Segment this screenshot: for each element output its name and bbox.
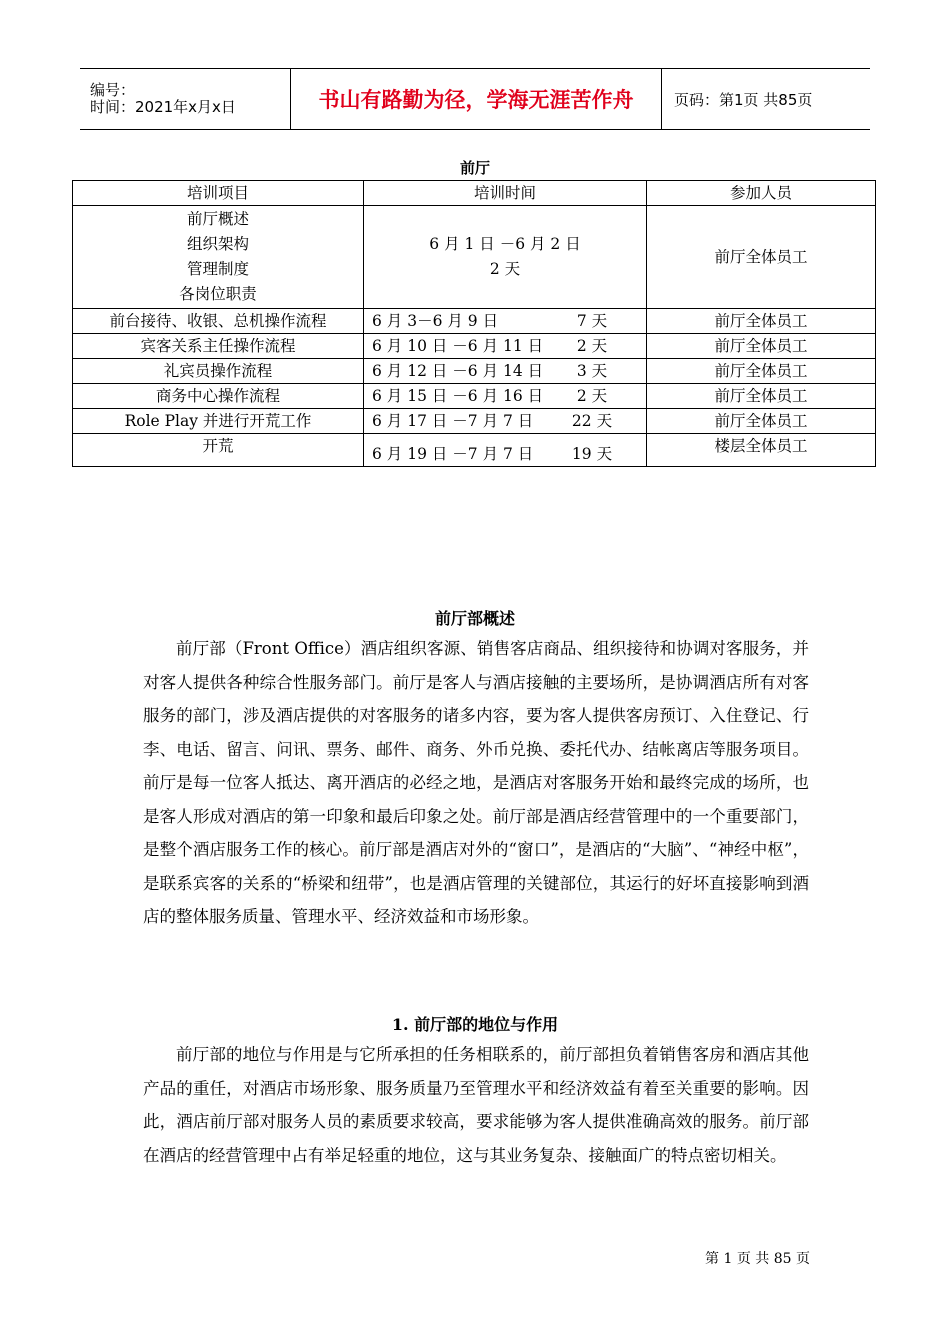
training-item-cell: 商务中心操作流程 — [73, 384, 364, 409]
header-meta — [80, 69, 291, 130]
training-date: 6 月 10 日 －6 月 11 日 — [372, 337, 544, 355]
participants-cell: 前厅全体员工 — [647, 334, 876, 359]
participants-cell: 前厅全体员工 — [647, 309, 876, 334]
table-row — [73, 409, 876, 434]
section1-paragraph: 前厅部的地位与作用是与它所承担的任务相联系的，前厅部担负着销售客房和酒店其他产品的重任，对酒店市场形象、服务质量乃至管理水平和经济效益有着至关重要的影响。因此，酒店前厅部对服务人员的素质要求较高，要求能够为客人提供准确高效的服务。前厅部在酒店的经营管理中占有举足轻重的地位，这与其业务复杂、接触面广的特点密切相关。 — [143, 1045, 809, 1165]
training-date: 6 月 12 日 －6 月 14 日 — [372, 362, 544, 380]
training-time-cell — [364, 334, 647, 359]
overview-title: 前厅部概述 — [434, 609, 515, 628]
training-item: 管理制度 — [186, 260, 249, 278]
participants-cell: 前厅全体员工 — [647, 206, 876, 309]
table-row — [73, 434, 876, 467]
training-item: 各岗位职责 — [179, 285, 257, 303]
training-time-cell — [364, 409, 647, 434]
training-days: 2 天 — [489, 260, 521, 278]
participants-cell: 前厅全体员工 — [647, 384, 876, 409]
training-days: 7 天 — [576, 312, 608, 330]
training-time-cell — [364, 206, 647, 309]
training-item-cell: 前台接待、收银、总机操作流程 — [73, 309, 364, 334]
training-schedule-table — [72, 180, 876, 467]
page-header — [80, 68, 870, 130]
training-date: 6 月 15 日 －6 月 16 日 — [372, 387, 544, 405]
training-item: 组织架构 — [186, 235, 249, 253]
header-code: 编号： — [90, 81, 136, 99]
training-time-cell — [364, 309, 647, 334]
training-date: 6 月 3－6 月 9 日 — [372, 312, 499, 330]
training-date: 6 月 17 日 －7 月 7 日 — [372, 412, 534, 430]
page-footer: 第 1 页 共 85 页 — [705, 1251, 810, 1267]
training-time-cell — [364, 384, 647, 409]
training-date: 6 月 19 日 －7 月 7 日 — [372, 445, 534, 463]
participants-cell: 楼层全体员工 — [647, 434, 876, 467]
participants-cell: 前厅全体员工 — [647, 359, 876, 384]
column-header: 培训时间 — [364, 181, 647, 206]
participants-cell: 前厅全体员工 — [647, 409, 876, 434]
table-row — [73, 334, 876, 359]
table-row — [73, 206, 876, 309]
training-date: 6 月 1 日 －6 月 2 日 — [429, 235, 581, 253]
table-row — [73, 384, 876, 409]
training-item-cell: Role Play 并进行开荒工作 — [73, 409, 364, 434]
training-days: 19 天 — [571, 445, 613, 463]
training-days: 3 天 — [576, 362, 608, 380]
header-time: 时间：2021年x月x日 — [90, 98, 236, 116]
training-time-cell — [364, 434, 647, 467]
header-page-info: 页码：第1页 共85页 — [662, 69, 871, 130]
header-motto: 书山有路勤为径，学海无涯苦作舟 — [291, 69, 662, 130]
training-item-cell: 礼宾员操作流程 — [73, 359, 364, 384]
training-days: 22 天 — [571, 412, 613, 430]
schedule-title: 前厅 — [459, 159, 490, 177]
training-days: 2 天 — [576, 337, 608, 355]
table-row — [73, 359, 876, 384]
training-days: 2 天 — [576, 387, 608, 405]
training-item-cell: 开荒 — [73, 434, 364, 467]
training-item-cell: 宾客关系主任操作流程 — [73, 334, 364, 359]
training-items-cell — [73, 206, 364, 309]
table-header-row — [73, 181, 876, 206]
training-time-cell — [364, 359, 647, 384]
section1-title: 1. 前厅部的地位与作用 — [391, 1015, 559, 1034]
training-item: 前厅概述 — [186, 210, 249, 228]
overview-paragraph: 前厅部（Front Office）酒店组织客源、销售客店商品、组织接待和协调对客服务，并对客人提供各种综合性服务部门。前厅是客人与酒店接触的主要场所，是协调酒店所有对客服务的部门，涉及酒店提供的对客服务的诸多内容，要为客人提供客房预订、入住登记、行李、电话、留言、问讯、票务、邮件、商务、外币兑换、委托代办、结帐离店等服务项目。前厅是每一位客人抵达、离开酒店的必经之地，是酒店对客服务开始和最终完成的场所，也是客人形成对酒店的第一印象和最后印象之处。前厅部是酒店经营管理中的一个重要部门，是整个酒店服务工作的核心。前厅部是酒店对外的“窗口”，是酒店的“大脑”、“神经中枢”，是联系宾客的关系的“桥梁和纽带”，也是酒店管理的关键部位，其运行的好坏直接影响到酒店的整体服务质量、管理水平、经济效益和市场形象。 — [143, 639, 809, 926]
column-header: 参加人员 — [647, 181, 876, 206]
column-header: 培训项目 — [73, 181, 364, 206]
table-row — [73, 309, 876, 334]
